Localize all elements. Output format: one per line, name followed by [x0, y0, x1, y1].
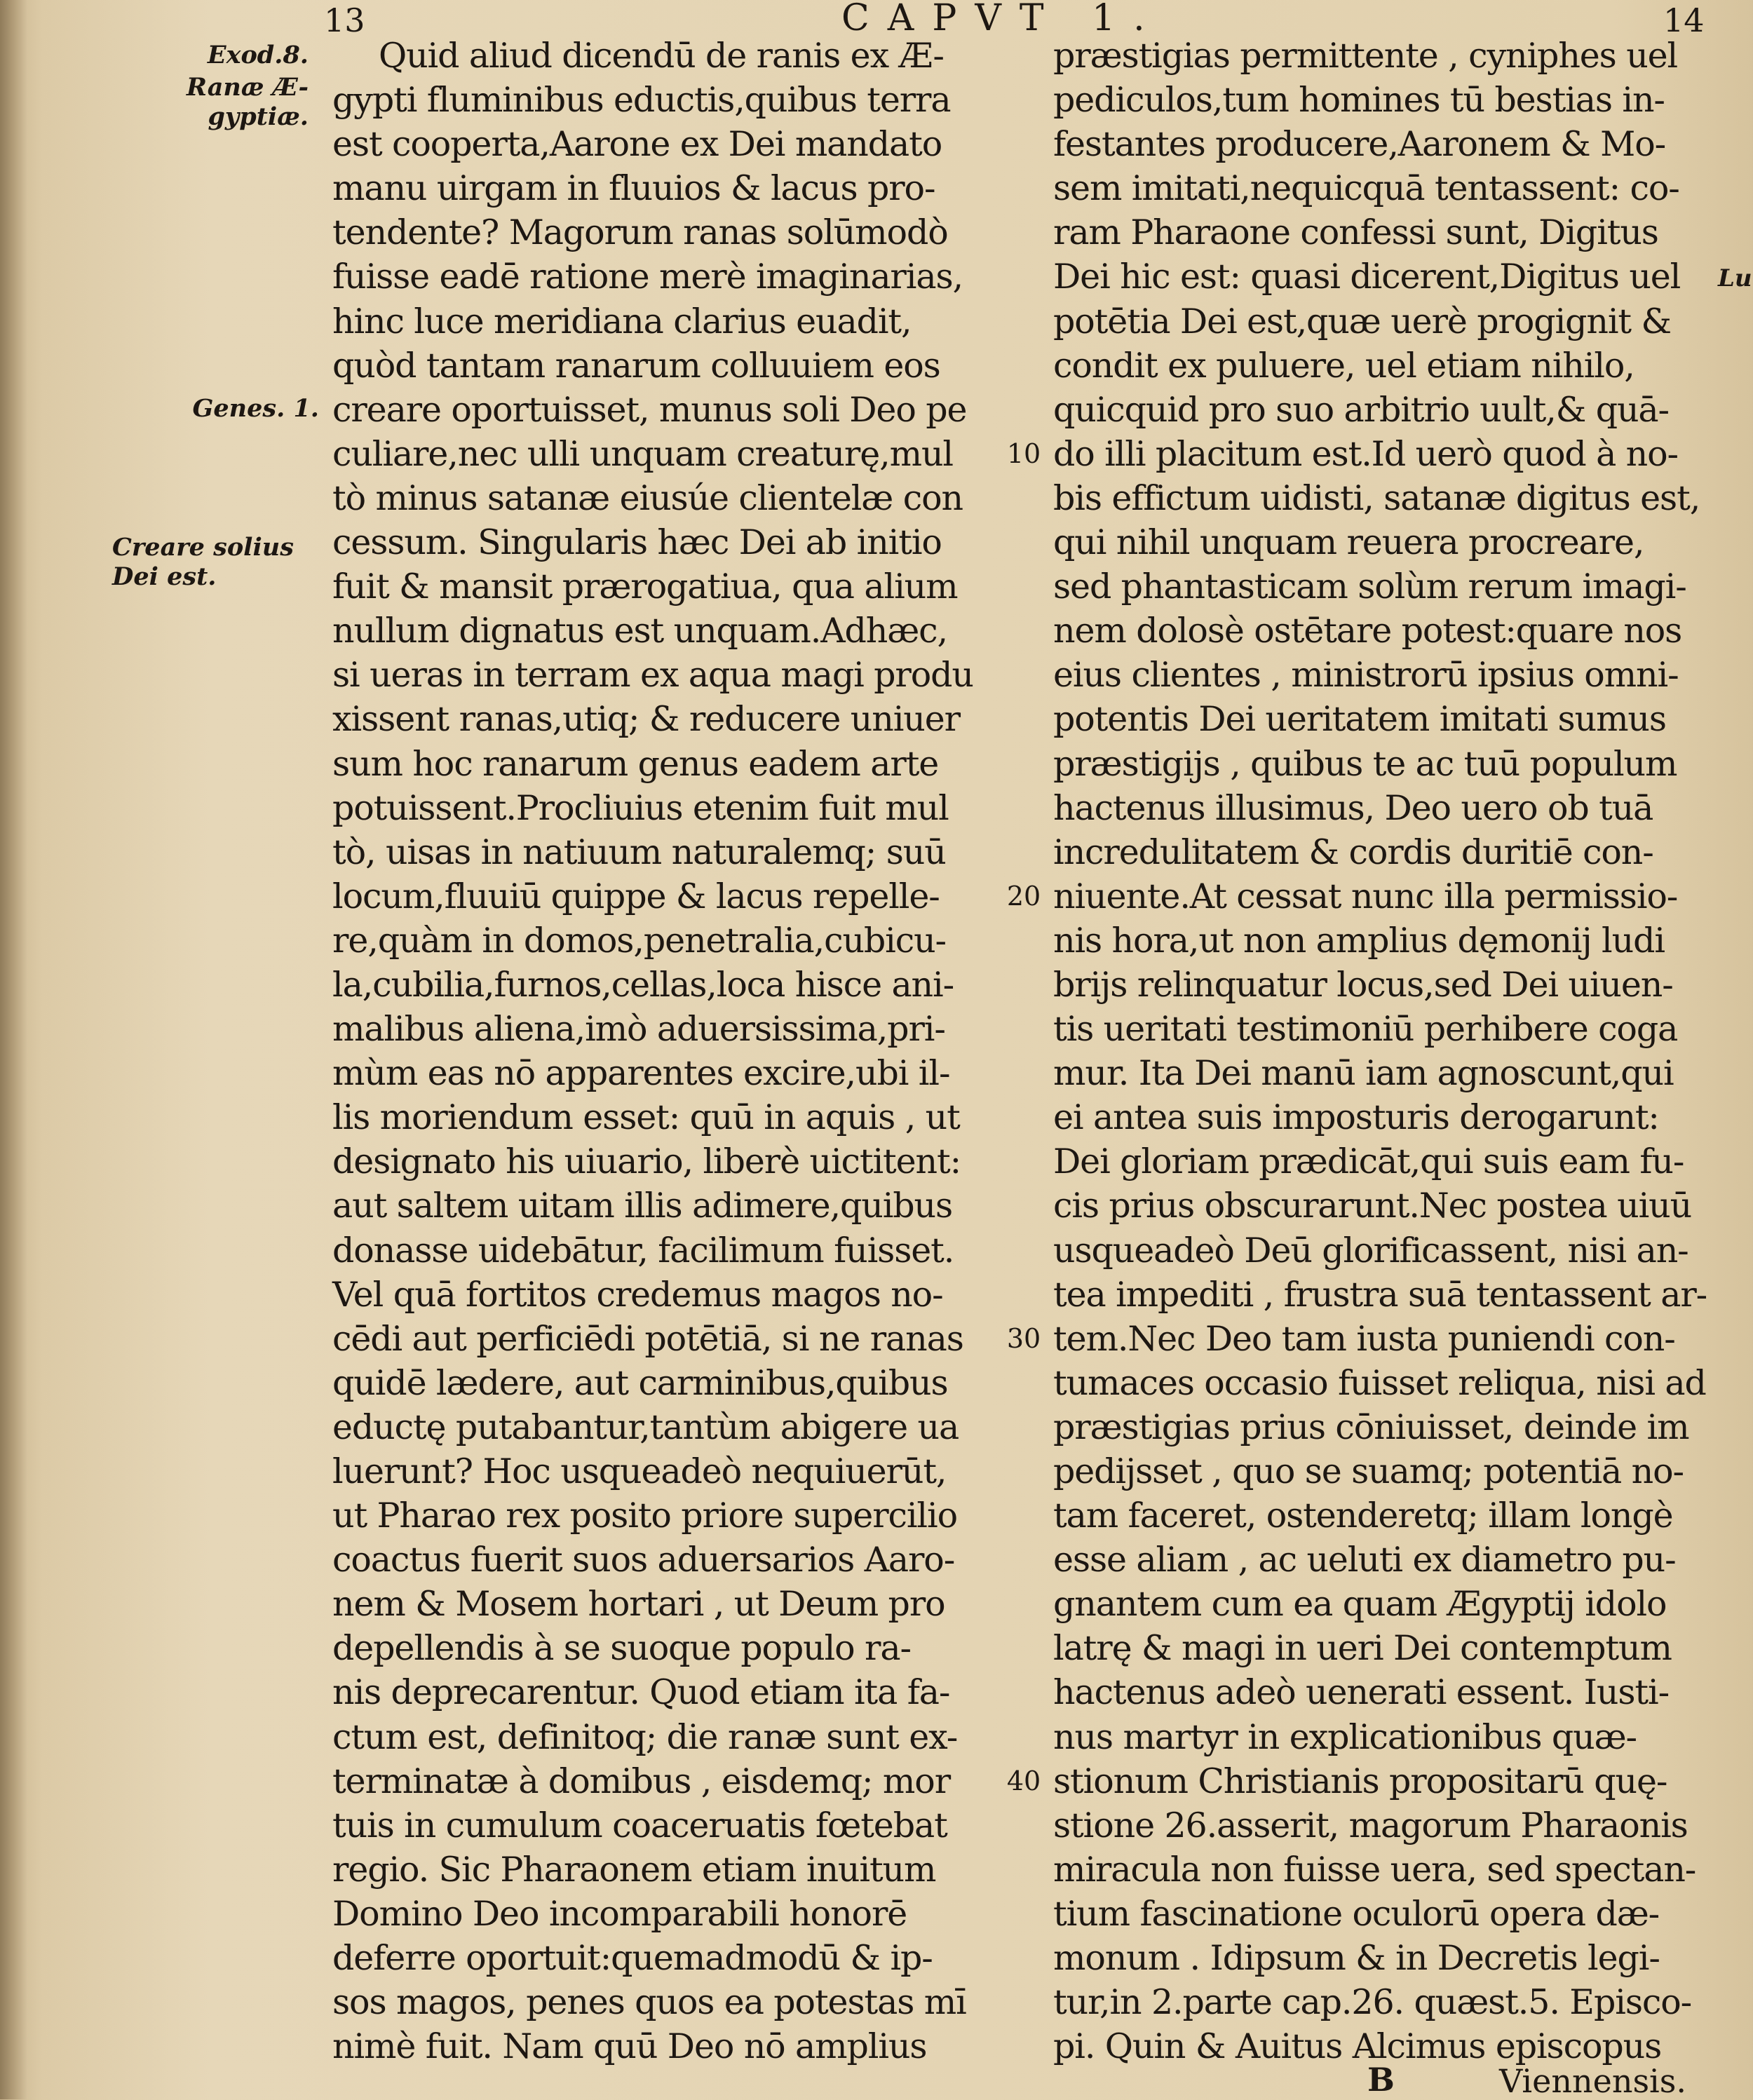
text-line: hinc luce meridiana clarius euadit, [332, 301, 912, 341]
line-number: 30 [1006, 1322, 1041, 1354]
text-line: tur,in 2.parte cap.26. quæst.5. Episco- [1053, 1982, 1692, 2023]
text-line: incredulitatem & cordis duritiē con- [1053, 832, 1653, 872]
text-line: eius clientes , ministrorū ipsius omni- [1053, 655, 1679, 696]
text-line: malibus aliena,imò aduersissima,pri- [332, 1009, 945, 1050]
text-line: eductę putabantur,tantùm abigere ua [332, 1407, 959, 1447]
text-line: fuisse eadē ratione merè imaginarias, [332, 257, 963, 297]
text-line: latrę & magi in ueri Dei contemptum [1053, 1628, 1672, 1669]
text-line: miracula non fuisse uera, sed spectan- [1053, 1849, 1696, 1890]
text-line: tea impediti , frustra suā tentassent ar- [1053, 1274, 1707, 1315]
text-line: condit ex puluere, uel etiam nihilo, [1053, 345, 1634, 386]
text-line: aut saltem uitam illis adimere,quibus [332, 1186, 953, 1226]
text-line: monum . Idipsum & in Decretis legi- [1053, 1938, 1660, 1979]
text-line: mur. Ita Dei manū iam agnoscunt,qui [1053, 1053, 1674, 1094]
margin-note-exod: Exod.8. [207, 41, 309, 69]
text-line: tò minus satanæ eiusúe clientelæ con [332, 477, 963, 518]
text-line: tis ueritati testimoniū perhibere coga [1053, 1009, 1678, 1050]
text-line: sos magos, penes quos ea potestas mī [332, 1982, 966, 2023]
text-line: stionum Christianis propositarū quę- [1053, 1761, 1667, 1801]
margin-note-ranae: Ranæ Æ- gyptiæ. [186, 73, 309, 131]
text-line: ut Pharao rex posito priore supercilio [332, 1496, 957, 1536]
text-column-left [332, 34, 999, 2068]
folio-right: 14 [1663, 1, 1705, 39]
text-line: esse aliam , ac ueluti ex diametro pu- [1053, 1540, 1676, 1580]
text-line: potētia Dei est,quæ uerè progignit & [1053, 301, 1671, 341]
line-number: 10 [1006, 438, 1041, 469]
text-line: sem imitati,nequicquā tentassent: co- [1053, 168, 1679, 209]
text-line: depellendis à se suoque populo ra- [332, 1628, 911, 1669]
text-line: ctum est, definitoq; die ranæ sunt ex- [332, 1716, 958, 1757]
text-line: Quid aliud dicendū de ranis ex Æ- [379, 36, 944, 76]
text-line: designato his uiuario, liberè uictitent: [332, 1142, 961, 1182]
text-line: do illi placitum est.Id uerò quod à no- [1053, 433, 1678, 474]
text-line: pedijsset , quo se suamq; potentiā no- [1053, 1451, 1684, 1491]
text-line: re,quàm in domos,penetralia,cubicu- [332, 920, 947, 961]
text-line: creare oportuisset, munus soli Deo pe [332, 389, 967, 430]
text-line: tium fascinatione oculorū opera dæ- [1053, 1893, 1660, 1934]
catchword: Viennensis. [1499, 2062, 1686, 2100]
text-line: Dei hic est: quasi dicerent,Digitus uel [1053, 257, 1681, 297]
text-line: nullum dignatus est unquam.Adhæc, [332, 611, 947, 651]
text-line: Vel quā fortitos credemus magos no- [332, 1274, 943, 1315]
text-line: terminatæ à domibus , eisdemq; mor [332, 1761, 951, 1801]
folio-left: 13 [324, 1, 365, 39]
text-line: si ueras in terram ex aqua magi produ [332, 655, 973, 696]
text-line: stione 26.asserit, magorum Pharaonis [1053, 1805, 1688, 1845]
line-number: 40 [1006, 1765, 1041, 1796]
page-gutter-shadow [0, 0, 27, 2099]
text-line: culiare,nec ulli unquam creaturę,mul [332, 433, 953, 474]
text-line: quòd tantam ranarum colluuiem eos [332, 345, 940, 386]
text-line: hactenus illusimus, Deo uero ob tuā [1053, 787, 1653, 828]
text-line: tem.Nec Deo tam iusta puniendi con- [1053, 1318, 1675, 1359]
text-line: tò, uisas in natiuum naturalemq; suū [332, 832, 946, 872]
text-line: quidē lædere, aut carminibus,quibus [332, 1362, 948, 1403]
signature-mark: B [1367, 2061, 1395, 2099]
text-line: niuente.At cessat nunc illa permissio- [1053, 876, 1678, 916]
text-line: ei antea suis imposturis derogarunt: [1053, 1097, 1659, 1138]
text-line: coactus fuerit suos aduersarios Aaro- [332, 1540, 955, 1580]
text-line: tendente? Magorum ranas solūmodò [332, 212, 948, 253]
text-line: brijs relinquatur locus,sed Dei uiuen- [1053, 964, 1673, 1005]
text-line: cis prius obscurarunt.Nec postea uiuū [1053, 1186, 1692, 1226]
text-line: xissent ranas,utiq; & reducere uniuer [332, 699, 960, 740]
text-line: præstigias prius cōniuisset, deinde im [1053, 1407, 1689, 1447]
text-line: quicquid pro suo arbitrio uult,& quā- [1053, 389, 1670, 430]
text-line: sed phantasticam solùm rerum imagi- [1053, 567, 1686, 607]
text-line: sum hoc ranarum genus eadem arte [332, 743, 939, 784]
page-footer [0, 2061, 1753, 2100]
text-line: qui nihil unquam reuera procreare, [1053, 522, 1644, 563]
margin-note-creare: Creare solius Dei est. [112, 533, 294, 591]
text-line: luerunt? Hoc usqueadeò nequiuerūt, [332, 1451, 947, 1491]
text-line: potentis Dei ueritatem imitati sumus [1053, 699, 1666, 740]
text-line: fuit & mansit prærogatiua, qua alium [332, 567, 958, 607]
text-line: deferre oportuit:quemadmodū & ip- [332, 1938, 933, 1979]
text-line: usqueadeò Deū glorificassent, nisi an- [1053, 1230, 1688, 1271]
text-line: ram Pharaone confessi sunt, Digitus [1053, 212, 1658, 253]
text-line: præstigias permittente , cyniphes uel [1053, 36, 1678, 76]
text-line: donasse uidebātur, facilimum fuisset. [332, 1230, 954, 1271]
text-line: bis effictum uidisti, satanæ digitus est, [1053, 477, 1700, 518]
text-line: Dei gloriam prædicāt,qui suis eam fu- [1053, 1142, 1684, 1182]
text-line: nimè fuit. Nam quū Deo nō amplius [332, 2026, 927, 2067]
text-line: nus martyr in explicationibus quæ- [1053, 1716, 1637, 1757]
text-line: cēdi aut perficiēdi potētiā, si ne ranas [332, 1318, 963, 1359]
text-line: nis deprecarentur. Quod etiam ita fa- [332, 1672, 950, 1713]
text-line: est cooperta,Aarone ex Dei mandato [332, 124, 942, 165]
text-line: mùm eas nō apparentes excire,ubi il- [332, 1053, 950, 1094]
text-line: la,cubilia,furnos,cellas,loca hisce ani- [332, 964, 954, 1005]
text-line: regio. Sic Pharaonem etiam inuitum [332, 1849, 936, 1890]
text-line: pediculos,tum homines tū bestias in- [1053, 80, 1665, 121]
text-line: potuissent.Procliuius etenim fuit mul [332, 787, 949, 828]
text-line: festantes producere,Aaronem & Mo- [1053, 124, 1666, 165]
text-line: tumaces occasio fuisset reliqua, nisi ad [1053, 1362, 1706, 1403]
text-line: locum,fluuiū quippe & lacus repelle- [332, 876, 940, 916]
margin-note-right-edge: Lu [1718, 264, 1752, 292]
text-line: hactenus adeò uenerati essent. Iusti- [1053, 1672, 1670, 1713]
margin-note-genesis: Genes. 1. [192, 394, 319, 423]
text-line: tuis in cumulum coaceruatis fœtebat [332, 1805, 947, 1845]
text-line: pi. Quin & Auitus Alcimus episcopus [1053, 2026, 1662, 2067]
line-number: 20 [1006, 880, 1041, 912]
running-head: CAPVT 1. [841, 0, 1163, 39]
text-line: gypti fluminibus eductis,quibus terra [332, 80, 951, 121]
text-line: nem & Mosem hortari , ut Deum pro [332, 1584, 945, 1625]
text-line: gnantem cum ea quam Ægyptij idolo [1053, 1584, 1667, 1625]
text-column-right [1053, 34, 1719, 2068]
text-line: nis hora,ut non amplius dęmonij ludi [1053, 920, 1665, 961]
text-line: nem dolosè ostētare potest:quare nos [1053, 611, 1682, 651]
text-line: præstigijs , quibus te ac tuū populum [1053, 743, 1677, 784]
text-line: lis moriendum esset: quū in aquis , ut [332, 1097, 960, 1138]
text-line: tam faceret, ostenderetq; illam longè [1053, 1496, 1673, 1536]
text-line: cessum. Singularis hæc Dei ab initio [332, 522, 942, 563]
text-line: Domino Deo incomparabili honorē [332, 1893, 907, 1934]
text-line: manu uirgam in fluuios & lacus pro- [332, 168, 935, 209]
